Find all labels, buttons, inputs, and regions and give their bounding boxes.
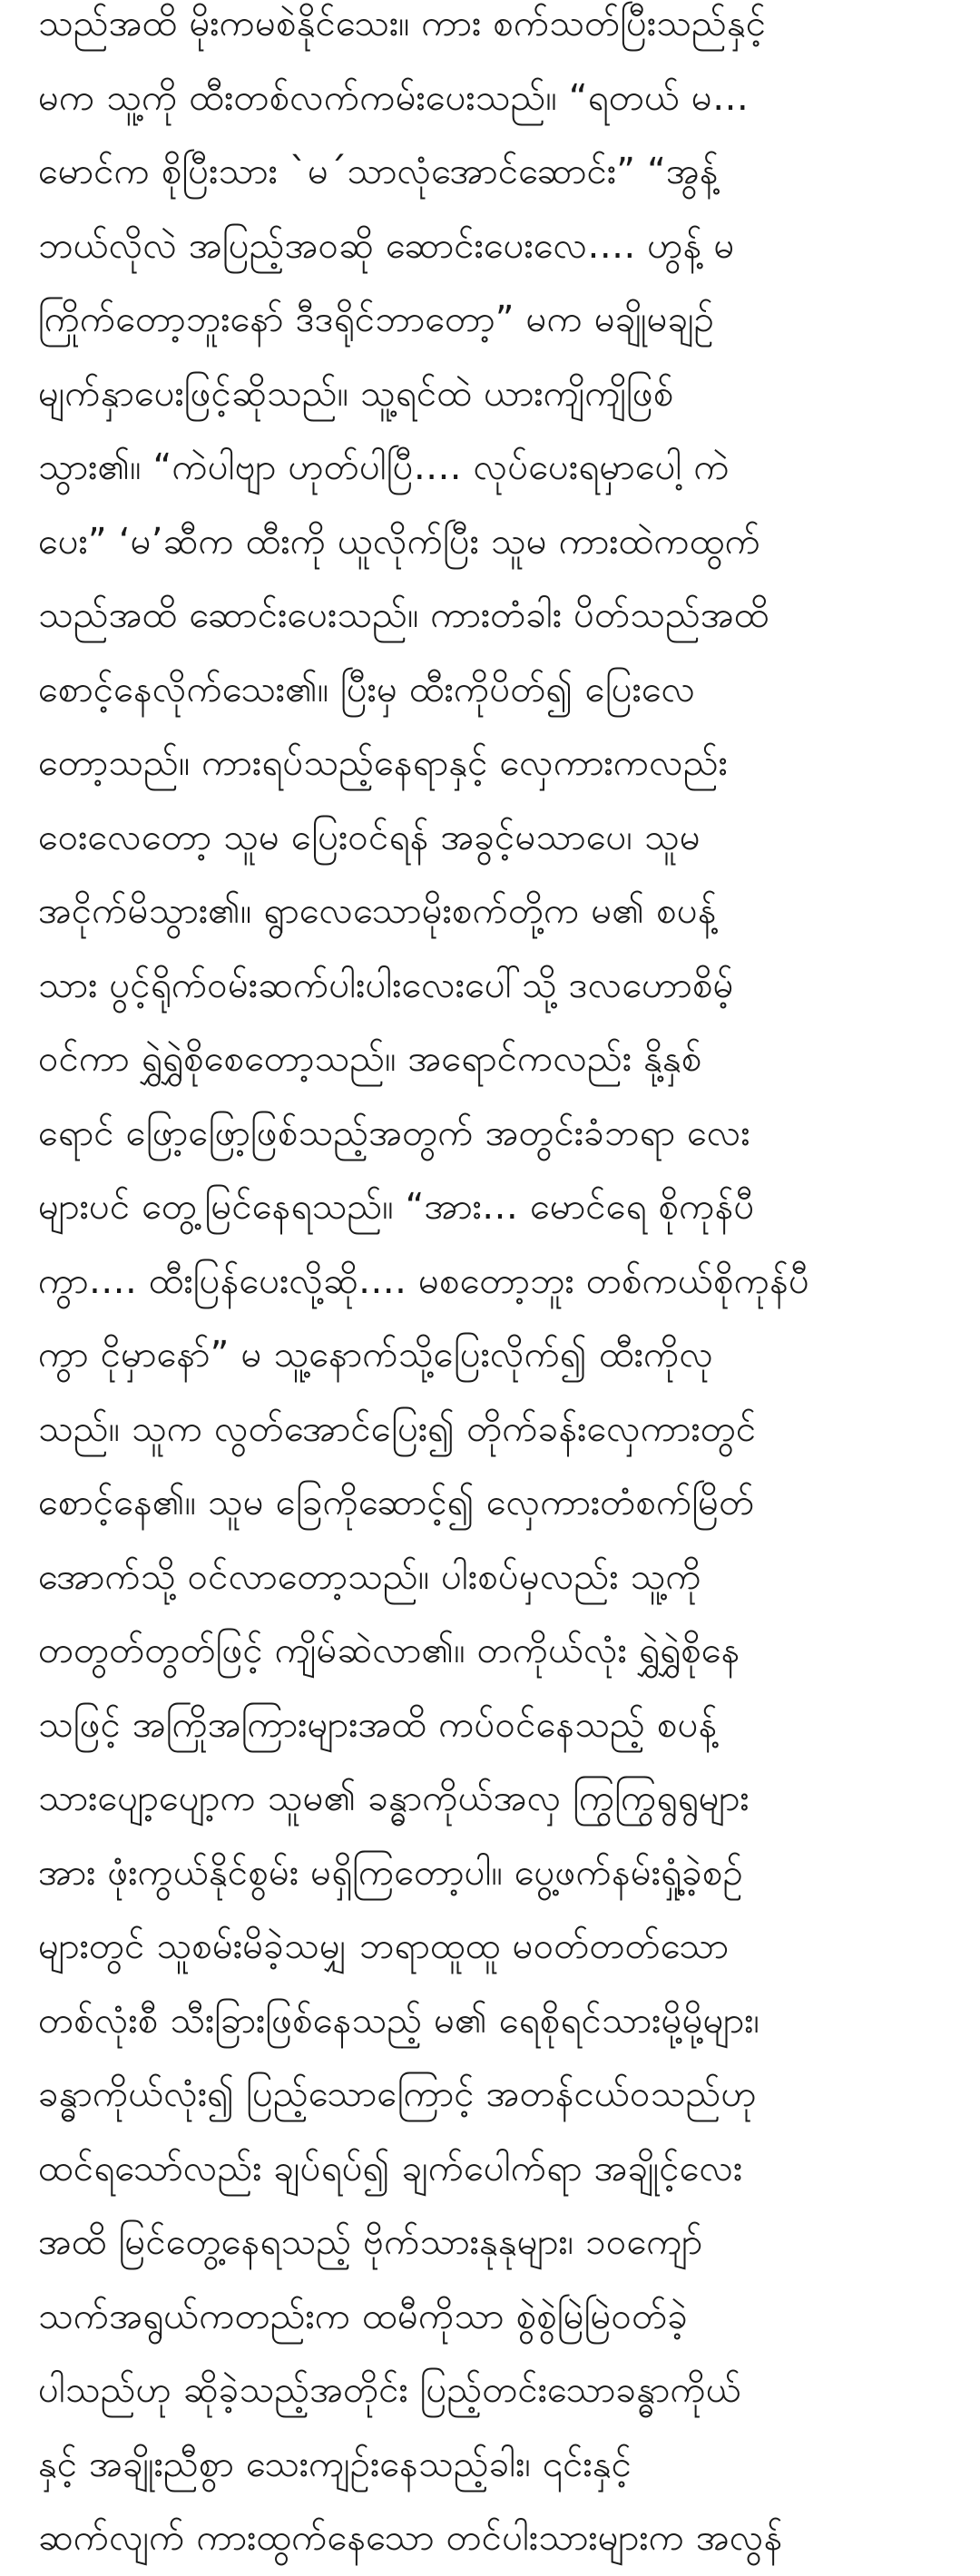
text-line: ဝင်ကာ ရွှဲရွှဲစိုစေတော့သည်။ အရောင်ကလည်း နို့နှစ် (38, 1038, 702, 1080)
text-line: ပါသည်ဟု ဆိုခဲ့သည့်အတိုင်း ပြည့်တင်းသောခန္ဓာကိုယ် (38, 2369, 741, 2411)
text-line: ရောင် ဖြော့ဖြော့ဖြစ်သည့်အတွက် အတွင်းခံဘရာ လေး (38, 1112, 750, 1154)
text-line: အောက်သို့ ဝင်လာတော့သည်။ ပါးစပ်မှလည်း သူ့ကို (38, 1555, 701, 1598)
text-line: သဖြင့် အကြိုအကြားများအထိ ကပ်ဝင်နေသည့် စပန့် (38, 1703, 718, 1746)
text-line: ထင်ရသော်လည်း ချပ်ရပ်၍ ချက်ပေါက်ရာ အချိုင့်လေး (38, 2147, 743, 2189)
text-line: သည်။ သူက လွတ်အောင်ပြေး၍ တိုက်ခန်းလှေကားတွင် (38, 1407, 757, 1450)
text-line: ပေး” ‘မ’ဆီက ထီးကို ယူလိုက်ပြီး သူမ ကားထဲကထွက် (38, 520, 761, 563)
text-line: မောင်က စိုပြီးသား `မ´သာလုံအောင်ဆောင်း” “အွန့် (38, 151, 719, 192)
text-line: ကွာ…. ထီးပြန်ပေးလို့ဆို…. မစတော့ဘူး တစ်ကယ်စိုကုန်ပီ (38, 1259, 809, 1302)
text-line: ကွာ ငိုမှာနော်” မ သူ့နောက်သို့ပြေးလိုက်၍ ထီးကိုလု (38, 1334, 714, 1376)
text-line: စောင့်နေ၏။ သူမ ခြေကိုဆောင့်၍ လှေကားတံစက်မြိတ် (38, 1482, 755, 1523)
text-line: တစ်လုံးစီ သီးခြားဖြစ်နေသည့် မ၏ ရေစိုရင်သားမို့မို့များ၊ (38, 1999, 760, 2042)
text-line: များပင် တွေ့မြင်နေရသည်။ “အား… မောင်ရေ စိုကုန်ပီ (38, 1186, 755, 1228)
text-line: ဝေးလေတော့ သူမ ပြေးဝင်ရန် အခွင့်မသာပေ၊ သူမ (38, 816, 701, 858)
text-line: တော့သည်။ ကားရပ်သည့်နေရာနှင့် လှေကားကလည်း (38, 742, 728, 784)
text-line: သွား၏။ “ကဲပါဗျာ ဟုတ်ပါပြီ…. လုပ်ပေးရမှာပေါ့ ကဲ (38, 446, 730, 488)
text-line: သက်အရွယ်ကတည်းက ထမီကိုသာ စွဲစွဲမြဲမြဲဝတ်ခဲ့ (38, 2295, 689, 2337)
text-line: သားပျော့ပျော့က သူမ၏ ခန္ဓာကိုယ်အလှ ကြွကြွရွရွများ (38, 1778, 750, 1819)
text-line: အထိ မြင်တွေ့နေရသည့် ဗိုက်သားနုနုများ၊ ၁၀ကျော် (38, 2221, 703, 2263)
text-line: သား ပွင့်ရိုက်ဝမ်းဆက်ပါးပါးလေးပေါ်သို့ ဒလဟောစိမ့် (38, 964, 734, 1006)
article-text (38, 0, 964, 2576)
text-line: ကြိုက်တော့ဘူးနော် ဒီဒရိုင်ဘာတော့” မက မချိုမချဥ် (38, 299, 715, 340)
text-line: စောင့်နေလိုက်သေး၏။ ပြီးမှ ထီးကိုပိတ်၍ ပြေးလေ (38, 668, 696, 710)
text-line: အား ဖုံးကွယ်နိုင်စွမ်း မရှိကြတော့ပါ။ ပွေ့ဖက်နမ်းရှုံ့ခဲ့စဥ် (38, 1851, 744, 1894)
text-line: မျက်နှာပေးဖြင့်ဆိုသည်။ သူ့ရင်ထဲ ယားကျိကျိဖြစ် (38, 372, 674, 415)
text-line: များတွင် သူစမ်းမိခဲ့သမျှ ဘရာထူထူ မဝတ်တတ်သော (38, 1925, 730, 1967)
text-line: သည်အထိ ဆောင်းပေးသည်။ ကားတံခါး ပိတ်သည်အထိ (38, 594, 769, 636)
text-line: ဆက်လျက် ကားထွက်နေသော တင်ပါးသားများက အလွန် (38, 2517, 783, 2559)
text-line: ဘယ်လိုလဲ အပြည့်အဝဆို ဆောင်းပေးလေ…. ဟွန့် မ (38, 224, 735, 267)
text-line: မက သူ့ကို ထီးတစ်လက်ကမ်းပေးသည်။ “ရတယ် မ… (38, 76, 750, 119)
text-line: ခန္ဓာကိုယ်လုံး၍ ပြည့်သောကြောင့် အတန်ငယ်ဝသည်ဟု (38, 2073, 757, 2115)
text-line: နှင့် အချိုးညီစွာ သေးကျဉ်းနေသည့်ခါး၊ ၎င်းနှင့် (38, 2443, 632, 2485)
text-line: တတွတ်တွတ်ဖြင့် ကျိမ်ဆဲလာ၏။ တကိုယ်လုံး ရွှဲရွှဲစိုနေ (38, 1630, 740, 1671)
text-line: သည်အထိ မိုးကမစဲနိုင်သေး။ ကား စက်သတ်ပြီးသည်နှင့် (38, 3, 767, 44)
text-line: အငိုက်မိသွား၏။ ရွာလေသောမိုးစက်တို့က မ၏ စပန့် (38, 890, 717, 932)
